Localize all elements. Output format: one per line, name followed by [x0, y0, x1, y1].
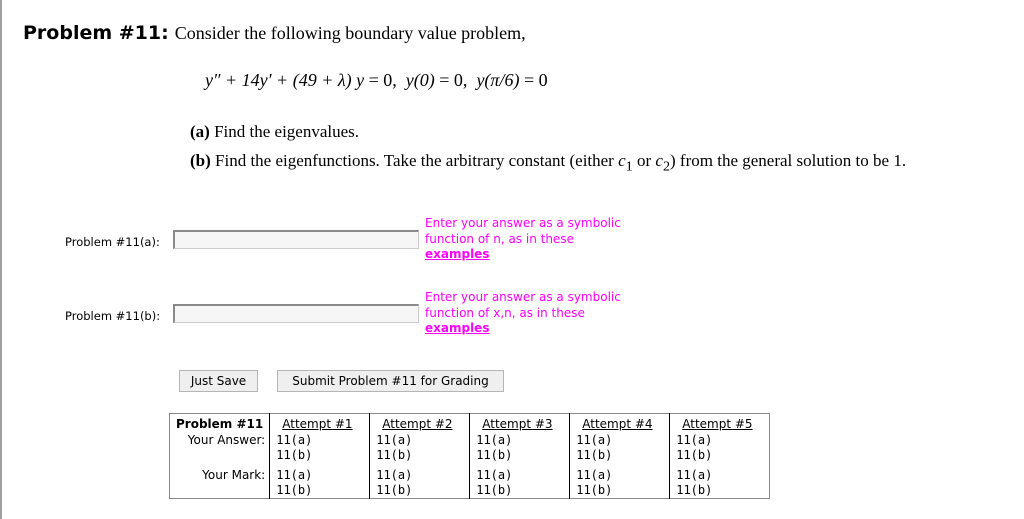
part-b-text: [190, 151, 906, 175]
cell-b: 11(b): [576, 448, 613, 462]
hint-a-line2: function of n, as in these: [425, 231, 574, 246]
your-mark-label: Your Mark:: [202, 468, 266, 482]
bc1-eq: = 0,: [439, 70, 468, 90]
answer-b-input[interactable]: [173, 304, 419, 323]
answer-a-input[interactable]: [173, 230, 419, 249]
part-b-or: or: [632, 151, 656, 170]
c1: c: [618, 151, 626, 170]
part-b-tag: (b): [190, 151, 211, 170]
cell-b: 11(b): [676, 483, 713, 497]
part-a-text: [190, 122, 359, 142]
c2: c: [655, 151, 663, 170]
cell-a: 11(a): [476, 433, 513, 447]
just-save-button[interactable]: Just Save: [179, 370, 258, 392]
attempt-1-mark: [270, 463, 370, 499]
cell-a: 11(a): [376, 468, 413, 482]
attempt-2-mark: [370, 463, 470, 499]
attempt-5-header: [670, 414, 770, 434]
cell-a: 11(a): [276, 468, 313, 482]
cell-b: 11(b): [276, 448, 313, 462]
left-border: [0, 0, 2, 519]
attempt-4-answer: [570, 433, 670, 463]
attempts-table: [169, 413, 770, 499]
attempt-2-link[interactable]: Attempt #2: [382, 417, 453, 431]
hint-b-line1: Enter your answer as a symbolic: [425, 290, 621, 304]
attempt-1-link[interactable]: Attempt #1: [282, 417, 353, 431]
bc1-lhs: y(0): [405, 70, 435, 90]
attempt-5-mark: [670, 463, 770, 499]
attempt-5-answer: [670, 433, 770, 463]
cell-a: 11(a): [376, 433, 413, 447]
bc2-lhs: y(π/6): [476, 70, 520, 90]
cell-a: 11(a): [576, 468, 613, 482]
your-answer-row: [170, 433, 770, 463]
attempt-4-header: [570, 414, 670, 434]
hint-b-line2: function of x,n, as in these: [425, 305, 585, 320]
attempt-4-mark: [570, 463, 670, 499]
attempt-3-header: [470, 414, 570, 434]
cell-b: 11(b): [676, 448, 713, 462]
answer-a-label: Problem #11(a):: [65, 235, 160, 249]
c1-sub: 1: [625, 158, 633, 175]
cell-a: 11(a): [476, 468, 513, 482]
answer-b-hint: [425, 290, 621, 337]
part-b-body-2: ) from the general solution to be 1.: [670, 151, 907, 170]
your-answer-label: Your Answer:: [187, 433, 266, 447]
equation: [205, 70, 548, 91]
hint-a-line1: Enter your answer as a symbolic: [425, 216, 621, 230]
attempt-4-link[interactable]: Attempt #4: [582, 417, 653, 431]
equation-lhs: y″ + 14y′ + (49 + λ) y: [205, 70, 365, 90]
attempt-3-answer: [470, 433, 570, 463]
part-b-body-1: Find the eigenfunctions. Take the arbitrary constant (either: [215, 151, 619, 170]
attempt-1-header: [270, 414, 370, 434]
problem-header: [23, 22, 526, 44]
attempt-3-link[interactable]: Attempt #3: [482, 417, 553, 431]
cell-b: 11(b): [476, 483, 513, 497]
attempt-1-answer: [270, 433, 370, 463]
cell-a: 11(a): [676, 433, 713, 447]
examples-link-b[interactable]: examples: [425, 321, 490, 335]
bc2-eq: = 0: [523, 70, 548, 90]
attempts-corner: Problem #11: [176, 417, 264, 431]
part-a-body: Find the eigenvalues.: [214, 122, 360, 141]
problem-intro: Consider the following boundary value problem,: [174, 23, 526, 43]
attempt-5-link[interactable]: Attempt #5: [682, 417, 753, 431]
answer-b-label: Problem #11(b):: [65, 309, 161, 323]
attempts-header-row: [170, 414, 770, 434]
answer-a-hint: [425, 216, 621, 263]
attempt-2-answer: [370, 433, 470, 463]
equation-eq: = 0,: [368, 70, 397, 90]
cell-b: 11(b): [476, 448, 513, 462]
problem-title: Problem #11:: [23, 22, 169, 44]
c2-sub: 2: [662, 158, 671, 175]
attempt-3-mark: [470, 463, 570, 499]
cell-b: 11(b): [376, 448, 413, 462]
submit-grading-button[interactable]: Submit Problem #11 for Grading: [277, 370, 504, 392]
cell-a: 11(a): [676, 468, 713, 482]
examples-link-a[interactable]: examples: [425, 247, 490, 261]
part-a-tag: (a): [190, 122, 210, 141]
cell-b: 11(b): [376, 483, 413, 497]
cell-a: 11(a): [576, 433, 613, 447]
cell-a: 11(a): [276, 433, 313, 447]
your-mark-row: [170, 463, 770, 499]
cell-b: 11(b): [276, 483, 313, 497]
cell-b: 11(b): [576, 483, 613, 497]
attempt-2-header: [370, 414, 470, 434]
